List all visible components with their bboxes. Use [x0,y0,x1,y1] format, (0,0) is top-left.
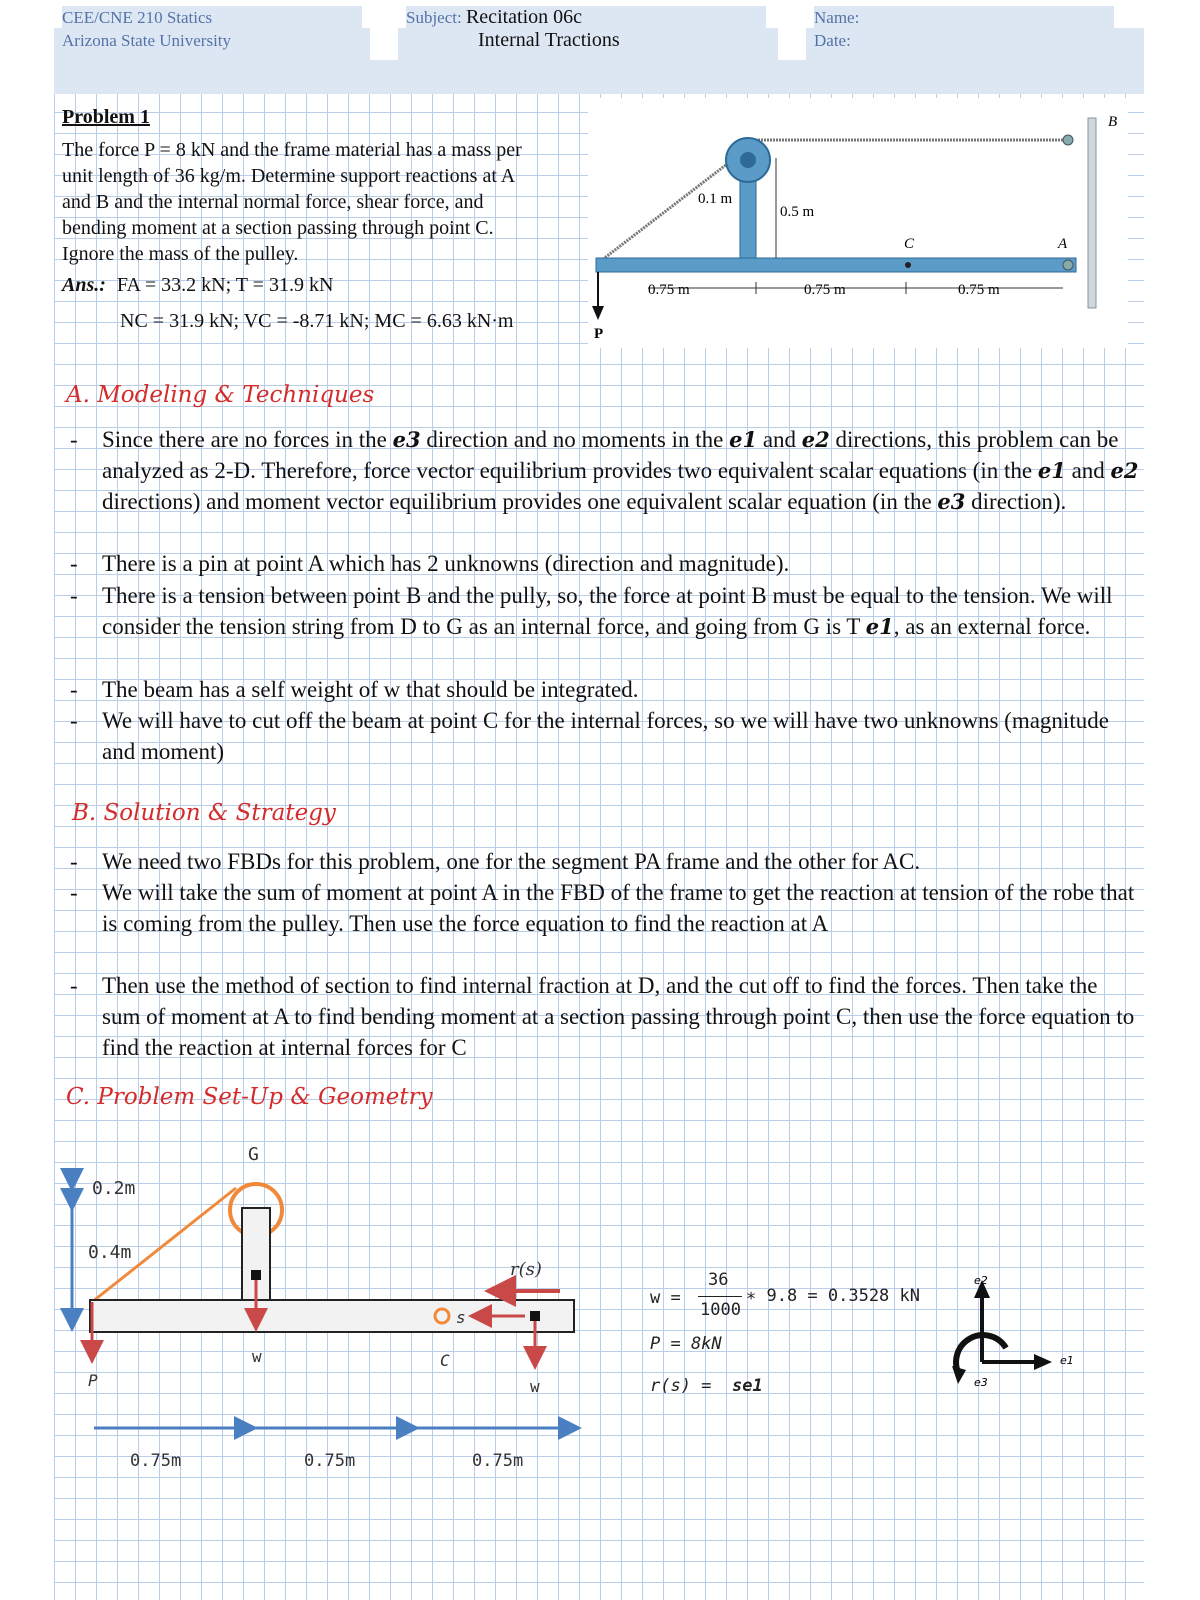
eq-r-lhs: r(s) = [650,1376,712,1396]
text-part: direction). [965,489,1067,514]
label-span-1: 0.75 m [648,282,690,298]
text-part: There is a tension between point B and the pully, so, the force at point B must be equal to the tension. We will consider the tension string from D to G as an internal force, and going from G is T [102,583,1113,639]
section-b-heading: B. Solution & Strategy [72,800,336,826]
label-span-3: 0.75 m [958,282,1000,298]
fbd-diagram [60,1130,620,1490]
bullet-text: There is a pin at point A which has 2 unknowns (direction and magnitude). [102,551,790,576]
frame-diagram [588,98,1128,348]
setup-figure [60,1130,620,1490]
section-b-bullet-2: - We will take the sum of moment at point A in the FBD of the frame to get the reaction at tension of the robe that is coming from the pulley. Then use the force equation to find the reaction at A [70,877,1140,939]
date-label: Date: [814,31,851,50]
section-a-bullet-3: - There is a tension between point B and the pully, so, the force at point B must be equal to the tension. We will consider the tension string from D to G as an internal force, and going from G is T e1, as an external force. [70,583,1113,639]
problem-line: The force P = 8 kN and the frame material has a mass per [62,139,522,161]
name-label: Name: [814,8,860,27]
text-part: directions, this problem can be analyzed as 2-D. Therefore, force vector equilibrium provides two equivalent scalar equations (in the [102,427,1119,483]
label-p-force: P [88,1371,98,1390]
label-w-2: w [530,1377,540,1396]
bullet-text: We need two FBDs for this problem, one for the segment PA frame and the other for AC. [102,849,921,874]
eq-w-rhs: ∗ 9.8 = 0.3528 kN [746,1286,920,1306]
bullet-text: We will take the sum of moment at point A in the FBD of the frame to get the reaction at tension of the robe that is coming from the pulley. Then use the force equation to find the reaction at A [102,880,1135,936]
section-a-bullet-2: - There is a pin at point A which has 2 unknowns (direction and magnitude). [70,548,1140,579]
vector-symbol: e1 [1037,458,1066,483]
axis-e1-label: e1 [1060,1354,1074,1367]
label-c: C [904,236,915,252]
section-c-heading: C. Problem Set-Up & Geometry [66,1084,433,1110]
vector-symbol: e2 [801,427,830,452]
student-info [814,6,1114,60]
bullet-text: We will have to cut off the beam at point C for the internal forces, so we will have two unknowns (magnitude and moment) [102,708,1109,764]
axis-e3-label: e3 [974,1376,988,1389]
label-r-s: r(s) [510,1259,542,1280]
label-w-1: w [252,1347,262,1366]
dim-span-2: 0.75m [304,1451,356,1471]
problem-line: unit length of 36 kg/m. Determine support reactions at A [62,165,516,187]
vector-symbol: e3 [937,489,966,514]
subject-subtitle: Internal Tractions [478,29,620,51]
dim-0-2m: 0.2m [92,1178,136,1199]
vector-symbol: e1 [729,427,758,452]
section-a-bullet-5: - We will have to cut off the beam at point C for the internal forces, so we will have two unknowns (magnitude and moment) [70,705,1140,767]
text-part: , as an external force. [893,614,1091,639]
answer-values-1: FA = 33.2 kN; T = 31.9 kN [116,274,334,296]
section-a-bullet-1: - Since there are no forces in the e3 direction and no moments in the e1 and e2 directions, this problem can be analyzed as 2-D. Therefore, force vector equilibrium provides two equivalent scalar equations (in the e1 and e2 directions) and moment vector equilibrium provides one equivalent scalar equation (in the e3 direction). [70,427,1139,514]
eq-w-numerator: 36 [708,1270,729,1290]
vector-symbol: e3 [392,427,421,452]
problem-line: and B and the internal normal force, shear force, and [62,191,484,213]
label-a: A [1058,236,1068,252]
bullet-text: The beam has a self weight of w that should be integrated. [102,677,639,702]
text-part: and [1065,458,1111,483]
section-b-bullet-3: - Then use the method of section to find internal fraction at D, and the cut off to find the forces. Then take the sum of moment at A to find bending moment at a section passing through point C, then use the force equation to find the reaction at internal forces for C [70,970,1140,1063]
problem-line: Ignore the mass of the pulley. [62,243,299,265]
label-b: B [1108,114,1118,130]
text-part: Since there are no forces in the [102,427,393,452]
label-0-5m: 0.5 m [780,204,815,220]
answer-label: Ans.: [62,274,106,296]
vector-symbol: e1 [865,614,894,639]
label-span-2: 0.75 m [804,282,846,298]
label-p: P [594,326,604,342]
eq-p: P = 8kN [650,1334,722,1354]
dim-span-3: 0.75m [472,1451,524,1471]
dim-0-4m: 0.4m [88,1242,132,1263]
header-divider-2 [778,6,806,60]
course-name: CEE/CNE 210 Statics [62,8,213,27]
eq-w-lhs: w = [650,1288,681,1308]
dim-span-1: 0.75m [130,1451,182,1471]
eq-r-rhs: se1 [732,1376,763,1396]
bullet-text: Then use the method of section to find internal fraction at D, and the cut off to find the forces. Then take the sum of moment at A to find bending moment at a section passing through point C, then use the force equation to find the reaction at internal forces for C [102,973,1135,1060]
section-a-heading: A. Modeling & Techniques [66,382,375,408]
subject-info [406,6,766,60]
section-b-bullet-1: - We need two FBDs for this problem, one for the segment PA frame and the other for AC. [70,846,1140,877]
label-g: G [248,1144,259,1165]
university-name: Arizona State University [62,31,232,50]
text-part: directions) and moment vector equilibrium provides one equivalent scalar equation (in the [102,489,938,514]
header-divider [370,6,398,60]
text-part: direction and no moments in the [420,427,730,452]
label-0-1m: 0.1 m [698,191,733,207]
axis-e2-label: e2 [974,1274,988,1287]
section-a-bullet-4: - The beam has a self weight of w that should be integrated. [70,674,1140,705]
axes-diagram [940,1266,1100,1396]
eq-w-denominator: 1000 [700,1300,741,1320]
text-part: and [757,427,802,452]
problem-title: Problem 1 [62,106,150,128]
label-c-point: C [440,1351,450,1370]
course-info [62,6,362,60]
problem-statement [62,137,592,267]
problem-figure [588,98,1128,348]
subject-label: Subject: [406,8,462,27]
subject-title: Recitation 06c [465,6,583,28]
vector-symbol: e2 [1110,458,1139,483]
fraction-bar [698,1296,742,1297]
problem-line: bending moment at a section passing through point C. [62,217,494,239]
answer-values-2: NC = 31.9 kN; VC = -8.71 kN; MC = 6.63 kN·m [120,310,514,332]
answer-line-1 [62,272,333,298]
label-s: s [456,1308,466,1327]
